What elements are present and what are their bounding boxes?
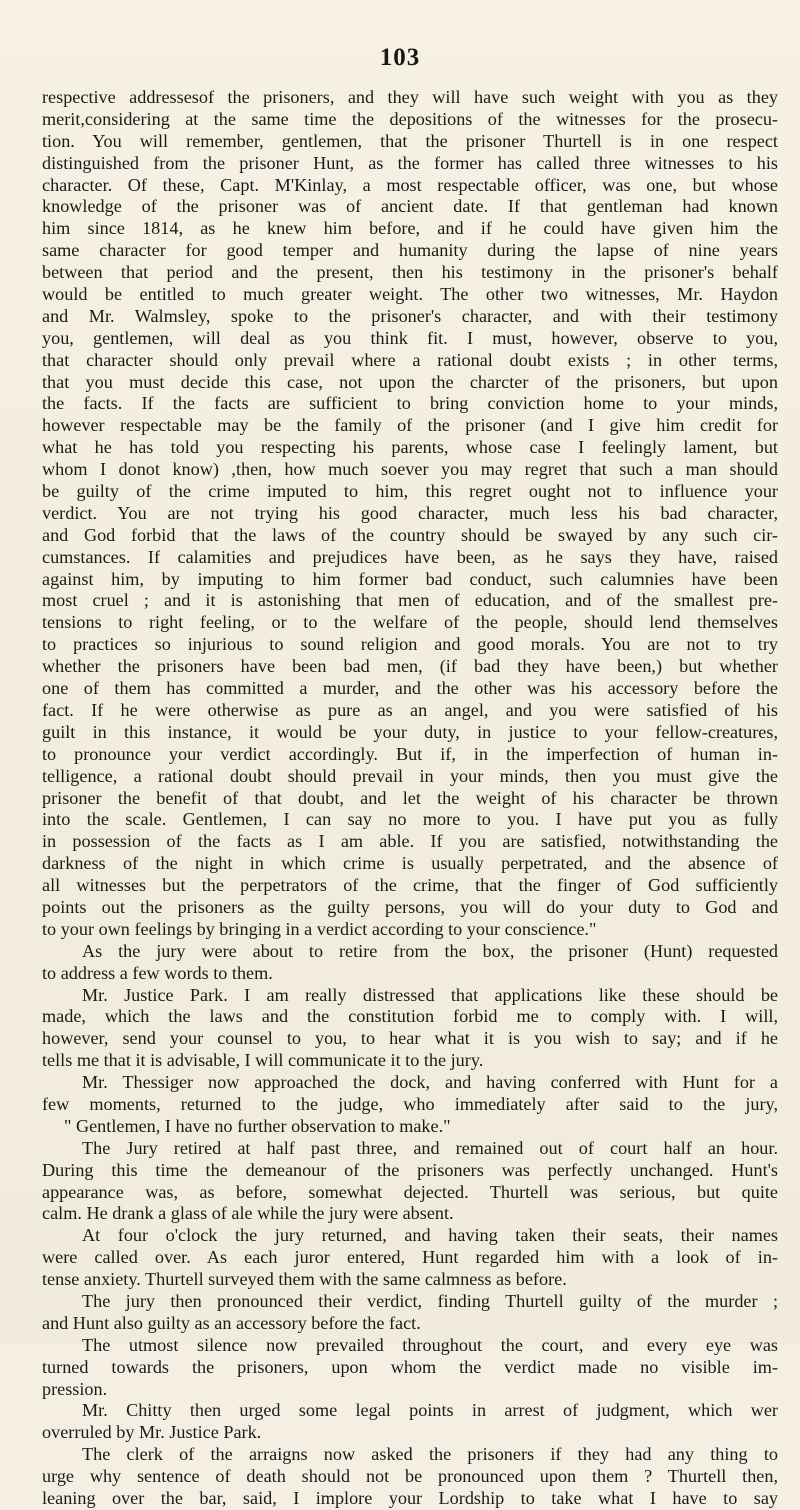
text-line: tells me that it is advisable, I will communicate it to the jury.: [42, 1050, 484, 1071]
text-line: turned towards the prisoners, upon whom the verdict made no visible im-: [42, 1356, 778, 1377]
text-line: to practices so injurious to sound religion and good morals. You are not to try: [42, 634, 778, 655]
text-line: be guilty of the crime imputed to him, this regret ought not to influence your: [42, 481, 778, 502]
text-line: Mr. Justice Park. I am really distressed that applications like these should be: [82, 984, 778, 1005]
text-line: made, which the laws and the constitution forbid me to comply with. I will,: [42, 1006, 778, 1027]
text-line: respective addressesof the prisoners, and they will have such weight with you as they: [42, 87, 778, 107]
text-line: the facts. If the facts are sufficient to bring conviction home to your minds,: [42, 393, 778, 414]
text-line: During this time the demeanour of the prisoners was perfectly unchanged. Hunt's: [42, 1159, 778, 1180]
text-line: him since 1814, as he knew him before, and if he could have given him the: [42, 218, 778, 239]
text-line: you, gentlemen, will deal as you think fit. I must, however, observe to you,: [42, 327, 778, 348]
text-line: and Mr. Walmsley, spoke to the prisoner's character, and with their testimony: [42, 305, 778, 326]
text-line: however respectable may be the family of the prisoner (and I give him credit for: [42, 415, 778, 436]
text-line: that character should only prevail where a rational doubt exists ; in other terms,: [42, 349, 778, 370]
text-line: prisoner the benefit of that doubt, and let the weight of his character be thrown: [42, 787, 778, 808]
text-line: distinguished from the prisoner Hunt, as the former has called three witnesses to his: [42, 152, 778, 173]
text-line: few moments, returned to the judge, who immediately after said to the jury,: [42, 1093, 778, 1114]
text-line: urge why sentence of death should not be pronounced upon them ? Thurtell then,: [42, 1466, 778, 1487]
text-line: tion. You will remember, gentlemen, that the prisoner Thurtell is in one respect: [42, 130, 778, 151]
text-line: that you must decide this case, not upon the charcter of the prisoners, but upon: [42, 371, 778, 392]
text-line: most cruel ; and it is astonishing that men of education, and of the smallest pre-: [42, 590, 778, 611]
text-line: telligence, a rational doubt should prevail in your minds, then you must give the: [42, 765, 778, 786]
text-line: leaning over the bar, said, I implore your Lordship to take what I have to say: [42, 1488, 778, 1508]
text-line: The Jury retired at half past three, and remained out of court half an hour.: [82, 1137, 778, 1158]
text-line: whom I donot know) ,then, how much soever you may regret that such a man should: [42, 459, 778, 480]
text-line: character. Of these, Capt. M'Kinlay, a most respectable officer, was one, but whose: [42, 174, 778, 195]
text-line: however, send your counsel to you, to hear what it is you wish to say; and if he: [42, 1028, 778, 1049]
text-line: The jury then pronounced their verdict, finding Thurtell guilty of the murder ;: [82, 1290, 778, 1311]
page-number: 103: [379, 44, 421, 71]
text-line: in possession of the facts as I am able. If you are satisfied, notwithstanding the: [42, 831, 778, 852]
text-line: guilt in this instance, it would be your duty, in justice to your fellow-creatures,: [42, 721, 778, 742]
text-line: against him, by imputing to him former bad conduct, such calumnies have been: [42, 568, 778, 589]
text-line: cumstances. If calamities and prejudices have been, as he says they have, raised: [42, 546, 778, 567]
text-line: merit,considering at the same time the depositions of the witnesses for the prosecu-: [42, 108, 778, 129]
text-line: tensions to right feeling, or to the welfare of the people, should lend themselves: [42, 612, 778, 633]
text-line: As the jury were about to retire from the box, the prisoner (Hunt) requested: [82, 940, 778, 961]
text-line: and Hunt also guilty as an accessory before the fact.: [42, 1312, 421, 1333]
text-line: darkness of the night in which crime is usually perpetrated, and the absence of: [42, 853, 778, 874]
text-line: overruled by Mr. Justice Park.: [42, 1422, 262, 1443]
text-line: verdict. You are not trying his good character, much less his bad character,: [42, 502, 778, 523]
text-line: pression.: [42, 1378, 108, 1399]
text-line: fact. If he were otherwise as pure as an angel, and you were satisfied of his: [42, 699, 778, 720]
text-line: tense anxiety. Thurtell surveyed them with the same calmness as before.: [42, 1269, 567, 1290]
text-line: to address a few words to them.: [42, 962, 273, 983]
text-line: points out the prisoners as the guilty persons, you will do your duty to God and: [42, 896, 778, 917]
text-line: appearance was, as before, somewhat dejected. Thurtell was serious, but quite: [42, 1181, 778, 1202]
text-line: same character for good temper and humanity during the lapse of nine years: [42, 240, 778, 261]
text-line: one of them has committed a murder, and the other was his accessory before the: [42, 678, 778, 699]
text-line: " Gentlemen, I have no further observation to make.": [64, 1115, 451, 1136]
text-line: would be entitled to much greater weight. The other two witnesses, Mr. Haydon: [42, 284, 778, 305]
text-line: all witnesses but the perpetrators of the crime, that the finger of God sufficiently: [42, 875, 778, 896]
body-text: [42, 87, 778, 1510]
text-line: At four o'clock the jury returned, and having taken their seats, their names: [82, 1225, 778, 1246]
text-line: The clerk of the arraigns now asked the prisoners if they had any thing to: [82, 1444, 778, 1465]
text-line: The utmost silence now prevailed throughout the court, and every eye was: [82, 1334, 778, 1355]
text-line: Mr. Chitty then urged some legal points in arrest of judgment, which wer: [82, 1400, 778, 1421]
text-line: and God forbid that the laws of the country should be swayed by any such cir-: [42, 524, 778, 545]
text-line: knowledge of the prisoner was of ancient date. If that gentleman had known: [42, 196, 778, 217]
text-line: into the scale. Gentlemen, I can say no more to you. I have put you as fully: [42, 809, 778, 830]
text-line: what he has told you respecting his parents, whose case I feelingly lament, but: [42, 437, 778, 458]
text-line: to pronounce your verdict accordingly. But if, in the imperfection of human in-: [42, 743, 778, 764]
text-line: between that period and the present, then his testimony in the prisoner's behalf: [42, 262, 778, 283]
text-line: calm. He drank a glass of ale while the jury were absent.: [42, 1203, 454, 1224]
text-line: Mr. Thessiger now approached the dock, and having conferred with Hunt for a: [82, 1072, 778, 1093]
text-line: were called over. As each juror entered, Hunt regarded him with a look of in-: [42, 1247, 778, 1268]
text-line: to your own feelings by bringing in a verdict according to your conscience.": [42, 918, 597, 939]
text-line: whether the prisoners have been bad men, (if bad they have been,) but whether: [42, 656, 778, 677]
